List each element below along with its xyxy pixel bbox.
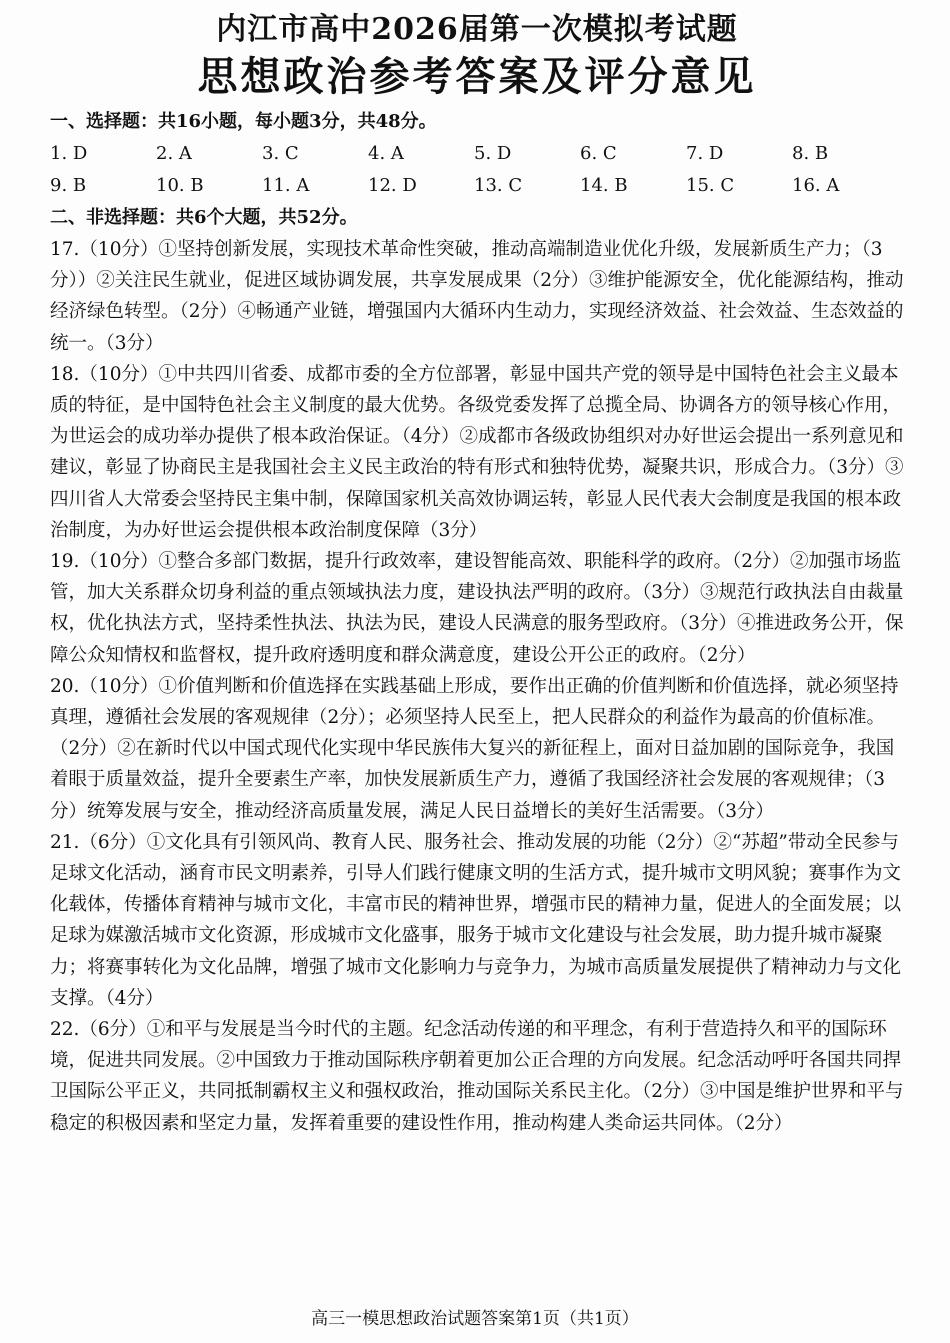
answer-item: 5. D [474, 143, 512, 164]
question-22-answer: 22.（6分）①和平与发展是当今时代的主题。纪念活动传递的和平理念，有利于营造持久和平的国际环境，促进共同发展。②中国致力于推动国际秩序朝着更加公正合理的方向发展。纪念活动呼吁各国共同捍卫国际公平正义，共同抵制霸权主义和强权政治，推动国际关系民主化。（2分）③中国是维护世界和平与稳定的积极因素和坚定力量，发挥着重要的建设性作用，推动构建人类命运共同体。（2分） [50, 1019, 904, 1134]
answer-item: 11. A [262, 175, 310, 196]
section2-heading: 二、非选择题：共6个大题，共52分。 [50, 207, 358, 228]
exam-title: 内江市高中2026届第一次模拟考试题 [216, 12, 738, 47]
page-footer: 高三一模思想政治试题答案第1页（共1页） [311, 1309, 639, 1329]
answer-item: 7. D [686, 143, 724, 164]
question-21-answer: 21.（6分）①文化具有引领风尚、教育人民、服务社会、推动发展的功能（2分）②“苏超”带动全民参与足球文化活动，涵育市民文明素养，引导人们践行健康文明的生活方式，提升城市文明风貌；赛事作为文化载体，传播体育精神与城市文化，丰富市民的精神世界，增强市民的精神力量，促进人的全面发展；以足球为媒激活城市文化资源，形成城市文化盛事，服务于城市文化建设与社会发展，助力提升城市凝聚力；将赛事转化为文化品牌，增强了城市文化影响力与竞争力，为城市高质量发展提供了精神动力与文化支撑。（4分） [50, 831, 902, 1009]
answer-item: 3. C [262, 143, 299, 164]
answer-item: 10. B [156, 175, 204, 196]
section1-heading: 一、选择题：共16小题，每小题3分，共48分。 [50, 111, 437, 132]
question-20-answer: 20.（10分）①价值判断和价值选择在实践基础上形成，要作出正确的价值判断和价值选择，就必须坚持真理，遵循社会发展的客观规律（2分）；必须坚持人民至上，把人民群众的利益作为最高的价值标准。（2分）②在新时代以中国式现代化实现中华民族伟大复兴的新征程上，面对日益加剧的国际竞争，我国着眼于质量效益，提升全要素生产率，加快发展新质生产力，遵循了我国经济社会发展的客观规律；（3分）统筹发展与安全，推动经济高质量发展，满足人民日益增长的美好生活需要。（3分） [50, 675, 899, 822]
answer-item: 14. B [580, 175, 628, 196]
answer-item: 4. A [368, 143, 404, 164]
answer-item: 8. B [792, 143, 829, 164]
question-18-answer: 18.（10分）①中共四川省委、成都市委的全方位部署，彰显中国共产党的领导是中国特色社会主义最本质的特征，是中国特色社会主义制度的最大优势。各级党委发挥了总揽全局、协调各方的领导核心作用，为世运会的成功举办提供了根本政治保证。（4分）②成都市各级政协组织对办好世运会提出一系列意见和建议，彰显了协商民主是我国社会主义民主政治的特有形式和独特优势，凝聚共识，形成合力。（3分）③四川省人大常委会坚持民主集中制，保障国家机关高效协调运转，彰显人民代表大会制度是我国的根本政治制度，为办好世运会提供根本政治制度保障（3分） [50, 363, 904, 541]
answer-item: 6. C [580, 143, 617, 164]
answer-item: 1. D [50, 143, 88, 164]
answer-item: 9. B [50, 175, 87, 196]
answer-item: 2. A [156, 143, 192, 164]
answer-item: 15. C [686, 175, 735, 196]
answer-key-title: 思想政治参考答案及评分意见 [197, 53, 757, 100]
multiple-choice-answers [50, 138, 904, 202]
question-19-answer: 19.（10分）①整合多部门数据，提升行政效率，建设智能高效、职能科学的政府。（2分）②加强市场监管，加大关系群众切身利益的重点领域执法力度，建设执法严明的政府。（3分）③规范行政执法自由裁量权，优化执法方式，坚持柔性执法、执法为民，建设人民满意的服务型政府。（3分）④推进政务公开，保障公众知情权和监督权，提升政府透明度和群众满意度，建设公开公正的政府。（2分） [50, 551, 904, 666]
answer-item: 13. C [474, 175, 523, 196]
answer-item: 12. D [368, 175, 417, 196]
question-17-answer: 17.（10分）①坚持创新发展，实现技术革命性突破，推动高端制造业优化升级，发展新质生产力；（3分））②关注民生就业，促进区域协调发展，共享发展成果（2分）③维护能源安全，优化能源结构，推动经济绿色转型。（2分）④畅通产业链，增强国内大循环内生动力，实现经济效益、社会效益、生态效益的统一。（3分） [50, 239, 904, 354]
answer-item: 16. A [792, 175, 840, 196]
